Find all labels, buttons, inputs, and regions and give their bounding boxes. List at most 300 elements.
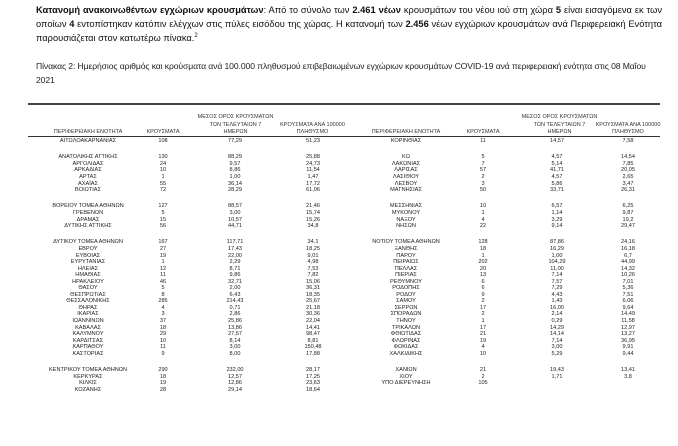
avg-cell: 5,29 xyxy=(551,350,563,357)
per100k-cell: 8,81 xyxy=(307,337,319,344)
avg-cell: 3,00 xyxy=(229,344,241,351)
per100k-cell: 16,18 xyxy=(621,245,635,252)
cases-cell: 18 xyxy=(159,324,167,331)
cases-cell: 11 xyxy=(160,344,166,351)
per100k-cell: 18,25 xyxy=(306,245,320,252)
per100k-cell: 44,99 xyxy=(621,259,635,266)
per100k-cell: 34,8 xyxy=(307,223,319,230)
cases-cell: 1 xyxy=(161,259,165,266)
cases-cell: 9 xyxy=(161,350,165,357)
region-cell: ΧΑΛΚΙΔΙΚΗΣ xyxy=(389,350,423,357)
region-cell: ΠΙΕΡΙΑΣ xyxy=(395,272,417,279)
cases-cell: 8 xyxy=(161,291,165,298)
avg-cell: 9,86 xyxy=(229,272,241,279)
region-cell: ΡΟΔΟΥ xyxy=(396,291,416,298)
cases-cell: 20 xyxy=(479,265,487,272)
avg-cell: 33,71 xyxy=(550,187,564,194)
avg-cell: 10,57 xyxy=(228,216,242,223)
per100k-cell: 17,25 xyxy=(306,373,320,380)
region-cell: ΓΡΕΒΕΝΩΝ xyxy=(72,209,104,216)
avg-cell: 32,71 xyxy=(228,278,242,285)
cases-cell: 56 xyxy=(159,223,167,230)
per100k-cell: 15,26 xyxy=(306,216,320,223)
region-cell: ΣΕΡΡΩΝ xyxy=(394,304,418,311)
per100k-cell: 29,47 xyxy=(621,223,635,230)
cases-cell: 19 xyxy=(159,380,167,387)
avg-cell: 88,29 xyxy=(228,154,242,161)
cases-cell: 1 xyxy=(481,209,485,216)
region-cell: ΔΡΑΜΑΣ xyxy=(76,216,100,223)
avg-cell: 41,71 xyxy=(550,167,564,174)
avg-cell: 2,29 xyxy=(229,259,241,266)
table-row xyxy=(28,387,348,394)
per100k-cell: 25,67 xyxy=(306,298,320,305)
region-cell: ΠΕΙΡΑΙΩΣ xyxy=(393,259,419,266)
per100k-cell: 14,32 xyxy=(621,265,635,272)
region-cell: ΣΑΜΟΥ xyxy=(396,298,416,305)
per100k-cell: 7,51 xyxy=(622,291,634,298)
cases-cell: 10 xyxy=(159,337,167,344)
region-cell: ΠΕΛΛΑΣ xyxy=(394,265,418,272)
header-per-line: ΚΡΟΥΣΜΑΤΑ ΑΝΑ 100000 xyxy=(595,121,661,128)
per100k-cell: 21,18 xyxy=(306,304,320,311)
header-avg-line: ΜΕΣΟΣ ΟΡΟΣ ΚΡΟΥΣΜΑΤΩΝ xyxy=(197,114,274,121)
table-caption: Πίνακας 2: Ημερήσιος αριθμός και κρούσματα ανά 100.000 πληθυσμού επιβεβαιωμένων εγχώριων κρουσμάτων COVID-19 ανά περιφερειακή ενότητα στις 08 Μαΐου 2021 xyxy=(36,61,646,85)
cases-cell: 5 xyxy=(161,209,165,216)
header-avg-line: ΤΩΝ ΤΕΛΕΥΤΑΙΩΝ 7 xyxy=(209,121,262,128)
cases-cell: 21 xyxy=(479,331,487,338)
per100k-cell: 2,65 xyxy=(622,173,634,180)
per100k-cell: 34,1 xyxy=(307,239,319,246)
avg-cell: 104,29 xyxy=(548,259,566,266)
per100k-cell: 7,85 xyxy=(622,160,634,167)
cases-cell: 4 xyxy=(481,216,485,223)
intro-text: είναι εισαγόμενα εκ των οποίων xyxy=(36,5,662,30)
intro-paragraph xyxy=(36,3,662,46)
region-cell: ΛΑΚΩΝΙΑΣ xyxy=(391,160,421,167)
cases-cell: 10 xyxy=(479,350,487,357)
avg-cell: 9,14 xyxy=(551,223,563,230)
per100k-cell: 7,01 xyxy=(622,278,634,285)
per100k-cell: 9,64 xyxy=(622,304,634,311)
table-spacer xyxy=(28,230,348,240)
per100k-cell: 24,16 xyxy=(621,239,635,246)
table-spacer xyxy=(28,145,348,155)
region-cell: ΔΥΤΙΚΗΣ ΑΤΤΙΚΗΣ xyxy=(64,223,112,230)
table-spacer xyxy=(28,357,348,367)
per100k-cell: 11,54 xyxy=(306,167,320,174)
intro-text: κρουσμάτων του νέου ιού στη χώρα xyxy=(400,5,556,15)
cases-cell: 2 xyxy=(481,173,485,180)
border-cases: 4 xyxy=(69,19,75,30)
cases-cell: 1 xyxy=(481,317,485,324)
region-cell: ΤΗΝΟΥ xyxy=(396,317,416,324)
cases-cell: 11 xyxy=(160,272,166,279)
region-cell: ΠΑΡΟΥ xyxy=(396,252,416,259)
region-cell: ΘΑΣΟΥ xyxy=(78,285,98,292)
region-cell: ΒΟΡΕΙΟΥ ΤΟΜΕΑ ΑΘΗΝΩΝ xyxy=(52,203,124,210)
region-cell: ΙΚΑΡΙΑΣ xyxy=(77,311,99,318)
region-cell: ΜΥΚΟΝΟΥ xyxy=(391,209,421,216)
avg-cell: 22,00 xyxy=(228,252,242,259)
cases-cell: 6 xyxy=(481,278,485,285)
avg-cell: 0,29 xyxy=(551,317,563,324)
per100k-cell: 21,46 xyxy=(306,203,320,210)
per100k-cell: 9,87 xyxy=(622,209,634,216)
region-cell: ΗΜΑΘΙΑΣ xyxy=(75,272,101,279)
header-avg-line: ΜΕΣΟΣ ΟΡΟΣ ΚΡΟΥΣΜΑΤΩΝ xyxy=(521,114,598,121)
region-cell: ΑΧΑΪΑΣ xyxy=(78,180,98,187)
cases-cell: 27 xyxy=(159,245,167,252)
per100k-cell: 7,58 xyxy=(622,138,634,144)
cases-cell: 10 xyxy=(159,167,167,174)
avg-cell: 214,43 xyxy=(226,298,244,305)
per100k-cell: 4,98 xyxy=(307,259,319,266)
cases-cell: 28 xyxy=(159,386,167,393)
region-cell: ΝΗΣΩΝ xyxy=(396,223,416,230)
avg-cell: 11,00 xyxy=(550,265,564,272)
region-cell: ΛΕΣΒΟΥ xyxy=(394,180,418,187)
per100k-cell: 61,06 xyxy=(306,187,320,194)
header-cases: ΚΡΟΥΣΜΑΤΑ xyxy=(466,128,500,135)
avg-cell: 1,71 xyxy=(551,373,563,380)
per100k-cell: 26,31 xyxy=(621,187,635,194)
region-cell: ΚΑΡΔΙΤΣΑΣ xyxy=(72,337,104,344)
cases-cell: 9 xyxy=(481,291,485,298)
per100k-cell: 3,8 xyxy=(624,373,632,380)
per100k-cell: 9,44 xyxy=(622,350,634,357)
per100k-cell: 14,41 xyxy=(306,324,320,331)
header-region: ΠΕΡΙΦΕΡΕΙΑΚΗ ΕΝΟΤΗΤΑ xyxy=(371,128,441,135)
region-cell: ΚΙΛΚΙΣ xyxy=(79,380,97,387)
avg-cell: 4,57 xyxy=(551,173,563,180)
per100k-cell: 7,82 xyxy=(307,272,319,279)
cases-cell: 202 xyxy=(478,259,488,266)
cases-cell: 2 xyxy=(481,311,485,318)
per100k-cell: 28,17 xyxy=(306,367,320,374)
per100k-cell: 36,95 xyxy=(621,337,635,344)
cases-table xyxy=(28,110,661,393)
region-cell: ΒΟΙΩΤΙΑΣ xyxy=(75,187,101,194)
region-cell: ΘΕΣΠΡΩΤΙΑΣ xyxy=(70,291,106,298)
region-cell: ΜΑΓΝΗΣΙΑΣ xyxy=(390,187,422,194)
avg-cell: 4,57 xyxy=(551,154,563,161)
table-column-left xyxy=(28,138,348,393)
avg-cell: 16,29 xyxy=(550,245,564,252)
per100k-cell: 36,31 xyxy=(306,285,320,292)
region-cell: ΝΑΞΟΥ xyxy=(396,216,416,223)
cases-cell: 21 xyxy=(479,367,487,374)
avg-cell: 8,00 xyxy=(229,350,241,357)
table-spacer xyxy=(346,230,660,240)
avg-cell: 7,29 xyxy=(551,285,563,292)
avg-cell: 27,57 xyxy=(228,331,242,338)
cases-cell: 4 xyxy=(161,304,165,311)
intro-text: εντοπίστηκαν κατόπιν ελέγχων στις πύλες εισόδου της χώρας. Η κατανομή των xyxy=(74,19,406,30)
header-rule xyxy=(28,136,348,137)
cases-cell: 37 xyxy=(159,317,167,324)
region-cell: ΚΕΡΚΥΡΑΣ xyxy=(73,373,103,380)
table-spacer xyxy=(28,194,348,204)
avg-cell: 7,57 xyxy=(551,278,563,285)
region-cell: ΣΠΟΡΑΔΩΝ xyxy=(390,311,422,318)
avg-cell: 117,71 xyxy=(226,239,244,246)
avg-cell: 7,14 xyxy=(551,272,563,279)
per100k-cell: 1,47 xyxy=(307,173,319,180)
per100k-cell: 12,97 xyxy=(621,324,635,331)
header-per100k xyxy=(270,122,355,136)
avg-cell: 2,00 xyxy=(229,285,241,292)
region-cell: ΜΕΣΣΗΝΙΑΣ xyxy=(389,203,423,210)
cases-cell: 72 xyxy=(159,187,167,194)
region-cell: ΘΗΡΑΣ xyxy=(78,304,98,311)
cases-cell: 130 xyxy=(158,154,168,161)
avg-cell: 12,57 xyxy=(228,373,242,380)
per100k-cell: 150,48 xyxy=(304,344,322,351)
domestic-cases: 2.456 xyxy=(405,19,429,30)
cases-cell: 7 xyxy=(481,160,485,167)
region-cell: ΡΕΘΥΜΝΟΥ xyxy=(390,278,422,285)
per100k-cell: 19,2 xyxy=(622,216,634,223)
avg-cell: 1,43 xyxy=(551,298,563,305)
avg-cell: 3,00 xyxy=(551,344,563,351)
cases-cell: 2 xyxy=(481,373,485,380)
region-cell: ΕΒΡΟΥ xyxy=(78,245,98,252)
per100k-cell: 10,26 xyxy=(621,272,635,279)
region-cell: ΞΑΝΘΗΣ xyxy=(394,245,418,252)
region-cell: ΑΝΑΤΟΛΙΚΗΣ ΑΤΤΙΚΗΣ xyxy=(58,154,118,161)
region-cell: ΚΕΝΤΡΙΚΟΥ ΤΟΜΕΑ ΑΘΗΝΩΝ xyxy=(48,367,127,374)
avg-cell: 7,14 xyxy=(551,337,563,344)
region-cell: ΧΙΟΥ xyxy=(399,373,413,380)
avg-cell: 44,71 xyxy=(228,223,242,230)
region-cell: ΕΥΡΥΤΑΝΙΑΣ xyxy=(70,259,106,266)
cases-cell: 2 xyxy=(481,298,485,305)
per100k-cell: 5,36 xyxy=(622,285,634,292)
cases-cell: 46 xyxy=(159,278,167,285)
avg-cell: 232,00 xyxy=(226,367,244,374)
region-cell: ΛΑΡΙΣΑΣ xyxy=(394,167,418,174)
region-cell: ΑΡΚΑΔΙΑΣ xyxy=(74,167,102,174)
avg-cell: 0,71 xyxy=(229,304,241,311)
avg-cell: 12,86 xyxy=(228,380,242,387)
cases-cell: 108 xyxy=(158,138,168,144)
per100k-cell: 23,63 xyxy=(306,380,320,387)
per100k-cell: 20,05 xyxy=(621,167,635,174)
header-per-line: ΠΛΗΘΥΣΜΟ xyxy=(612,128,644,135)
per100k-cell: 9,01 xyxy=(307,252,319,259)
header-avg-line: ΗΜΕΡΩΝ xyxy=(547,128,572,135)
cases-cell: 12 xyxy=(159,265,167,272)
avg-cell: 6,57 xyxy=(551,203,563,210)
cases-cell: 5 xyxy=(481,154,485,161)
cases-cell: 50 xyxy=(479,187,487,194)
avg-cell: 29,14 xyxy=(228,386,242,393)
imported-cases: 5 xyxy=(555,5,562,15)
region-cell: ΗΛΕΙΑΣ xyxy=(77,265,99,272)
avg-cell: 6,43 xyxy=(229,291,241,298)
cases-cell: 290 xyxy=(158,367,168,374)
cases-cell: 3 xyxy=(161,311,165,318)
region-cell: ΙΩΑΝΝΙΝΩΝ xyxy=(72,317,104,324)
cases-cell: 15 xyxy=(159,216,167,223)
region-cell: ΤΡΙΚΑΛΩΝ xyxy=(391,324,421,331)
region-cell: ΚΩ xyxy=(402,154,410,161)
avg-cell: 14,29 xyxy=(550,324,564,331)
cases-cell: 17 xyxy=(479,324,487,331)
cases-cell: 17 xyxy=(479,304,487,311)
region-cell: ΕΥΒΟΙΑΣ xyxy=(75,252,101,259)
per100k-cell: 11,58 xyxy=(621,317,635,324)
region-cell: ΛΑΣΙΘΙΟΥ xyxy=(392,173,420,180)
header-per-line: ΚΡΟΥΣΜΑΤΑ ΑΝΑ 100000 xyxy=(280,121,345,128)
cases-cell: 285 xyxy=(158,298,168,305)
cases-cell: 6 xyxy=(481,285,485,292)
cases-cell: 18 xyxy=(479,245,487,252)
cases-cell: 18 xyxy=(159,373,167,380)
cases-cell: 19 xyxy=(159,252,167,259)
per100k-cell: 3,47 xyxy=(622,180,634,187)
avg-cell: 5,86 xyxy=(551,180,563,187)
cases-cell: 4 xyxy=(481,344,485,351)
region-cell: ΑΡΓΟΛΙΔΑΣ xyxy=(72,160,104,167)
region-cell: ΚΟΖΑΝΗΣ xyxy=(74,386,102,393)
header-avg-line: ΤΩΝ ΤΕΛΕΥΤΑΙΩΝ 7 xyxy=(533,121,586,128)
per100k-cell: 18,35 xyxy=(306,291,320,298)
avg-cell: 36,14 xyxy=(228,180,242,187)
avg-cell: 17,43 xyxy=(228,245,242,252)
cases-cell: 128 xyxy=(478,239,488,246)
avg-cell: 8,86 xyxy=(229,167,241,174)
table-spacer xyxy=(346,145,660,155)
per100k-cell: 6,06 xyxy=(622,298,634,305)
per100k-cell: 13,41 xyxy=(621,367,635,374)
per100k-cell: 98,47 xyxy=(306,331,320,338)
region-cell: ΚΑΡΠΑΘΟΥ xyxy=(72,344,104,351)
per100k-cell: 7,53 xyxy=(307,265,319,272)
per100k-cell: 14,49 xyxy=(621,311,635,318)
table-row xyxy=(346,380,660,387)
cases-cell: 22 xyxy=(479,223,487,230)
avg-cell: 87,86 xyxy=(550,239,564,246)
avg-cell: 1,00 xyxy=(551,252,563,259)
per100k-cell: 14,54 xyxy=(621,154,635,161)
region-cell: ΥΠΟ ΔΙΕΡΕΥΝΗΣΗ xyxy=(381,380,431,387)
avg-cell: 8,71 xyxy=(229,265,241,272)
per100k-cell: 9,91 xyxy=(622,344,634,351)
region-cell: ΦΛΩΡΙΝΑΣ xyxy=(391,337,421,344)
per100k-cell: 17,72 xyxy=(306,180,320,187)
header-rule xyxy=(346,136,660,137)
avg-cell: 5,14 xyxy=(551,160,563,167)
per100k-cell: 17,88 xyxy=(306,350,320,357)
per100k-cell: 6,25 xyxy=(622,203,634,210)
avg-cell: 1,00 xyxy=(229,173,241,180)
avg-cell: 16,00 xyxy=(550,304,564,311)
region-cell: ΧΑΝΙΩΝ xyxy=(395,367,417,374)
per100k-cell: 24,73 xyxy=(306,160,320,167)
cases-cell: 105 xyxy=(478,380,488,387)
region-cell: ΡΟΔΟΠΗΣ xyxy=(392,285,420,292)
avg-cell: 88,57 xyxy=(228,203,242,210)
per100k-cell: 6,7 xyxy=(624,252,632,259)
region-cell: ΚΟΡΙΝΘΙΑΣ xyxy=(390,138,422,144)
intro-heading: Κατανομή ανακοινωθέντων εγχώριων κρουσμάτων xyxy=(36,5,264,15)
per100k-cell: 51,23 xyxy=(306,138,320,144)
region-cell: ΚΑΒΑΛΑΣ xyxy=(75,324,101,331)
per100k-cell: 25,88 xyxy=(306,154,320,161)
header-per-line: ΠΛΗΘΥΣΜΟ xyxy=(296,128,329,135)
cases-cell: 3 xyxy=(481,180,485,187)
cases-cell: 127 xyxy=(158,203,168,210)
avg-cell: 19,43 xyxy=(550,367,564,374)
cases-cell: 24 xyxy=(159,160,167,167)
region-cell: ΦΩΚΙΔΑΣ xyxy=(393,344,419,351)
per100k-cell: 18,64 xyxy=(306,386,320,393)
avg-cell: 9,57 xyxy=(229,160,241,167)
intro-text: : Από το σύνολο των xyxy=(263,5,353,15)
table-spacer xyxy=(346,194,660,204)
region-cell: ΚΑΛΥΜΝΟΥ xyxy=(72,331,104,338)
cases-cell: 11 xyxy=(480,138,486,144)
header-avg-line: ΗΜΕΡΩΝ xyxy=(223,128,248,135)
table-column-right xyxy=(346,138,660,387)
region-cell: ΝΟΤΙΟΥ ΤΟΜΕΑ ΑΘΗΝΩΝ xyxy=(372,239,440,246)
cases-cell: 167 xyxy=(158,239,168,246)
cases-cell: 29 xyxy=(159,331,167,338)
region-cell: ΚΑΣΤΟΡΙΑΣ xyxy=(72,350,104,357)
avg-cell: 3,29 xyxy=(551,216,563,223)
avg-cell: 1,14 xyxy=(551,209,563,216)
header-per100k xyxy=(588,122,668,136)
footnote-ref[interactable]: 2 xyxy=(194,33,198,40)
avg-cell: 3,00 xyxy=(229,209,241,216)
cases-cell: 19 xyxy=(479,337,487,344)
region-cell: ΑΙΤΩΛΟΑΚΑΡΝΑΝΙΑΣ xyxy=(59,138,117,144)
region-cell: ΑΡΤΑΣ xyxy=(79,173,97,180)
avg-cell: 14,14 xyxy=(550,331,564,338)
total-new-cases: 2.461 νέων xyxy=(352,5,401,15)
per100k-cell: 22,04 xyxy=(306,317,320,324)
region-cell: ΦΘΙΩΤΙΔΑΣ xyxy=(390,331,422,338)
avg-cell: 8,14 xyxy=(229,337,241,344)
avg-cell: 4,43 xyxy=(551,291,563,298)
per100k-cell: 15,06 xyxy=(306,278,320,285)
region-cell: ΘΕΣΣΑΛΟΝΙΚΗΣ xyxy=(66,298,110,305)
header-avg xyxy=(188,114,283,136)
cases-cell: 5 xyxy=(161,285,165,292)
per100k-cell: 15,74 xyxy=(306,209,320,216)
avg-cell: 2,86 xyxy=(229,311,241,318)
cases-cell: 13 xyxy=(479,272,487,279)
header-cases: ΚΡΟΥΣΜΑΤΑ xyxy=(146,128,180,135)
region-cell: ΗΡΑΚΛΕΙΟΥ xyxy=(72,278,104,285)
cases-cell: 1 xyxy=(481,252,485,259)
table-top-rule xyxy=(28,103,660,105)
avg-cell: 25,86 xyxy=(228,317,242,324)
avg-cell: 2,14 xyxy=(551,311,563,318)
header-region: ΠΕΡΙΦΕΡΕΙΑΚΗ ΕΝΟΤΗΤΑ xyxy=(53,128,123,135)
avg-cell: 28,29 xyxy=(228,187,242,194)
cases-cell: 57 xyxy=(479,167,487,174)
per100k-cell: 13,27 xyxy=(621,331,635,338)
cases-cell: 55 xyxy=(159,180,167,187)
table-spacer xyxy=(346,357,660,367)
intro-text: νέων εγχώριων κρουσμάτων ανά Περιφερειακή Ενότητα παρουσιάζεται στον κατωτέρω πίνακα. xyxy=(36,19,662,44)
avg-cell: 77,29 xyxy=(228,138,242,144)
table-header xyxy=(28,110,660,136)
per100k-cell: 30,36 xyxy=(306,311,320,318)
